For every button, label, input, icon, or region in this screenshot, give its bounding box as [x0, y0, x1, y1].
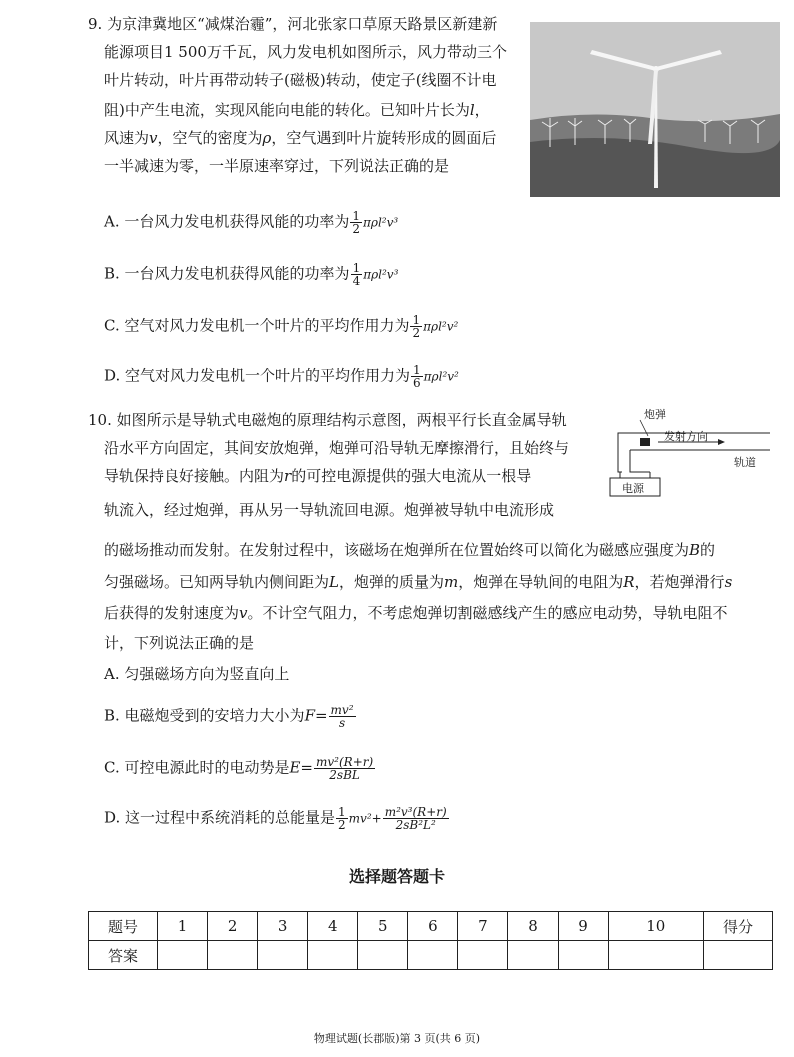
fraction-den: s	[338, 716, 346, 730]
q10-l3b: 的可控电源提供的强大电流从一根导	[291, 467, 532, 485]
table-row	[89, 941, 773, 970]
q9-option-b-expr: πρl²v³	[363, 267, 399, 282]
q10-option-c	[104, 756, 376, 781]
q10-line-7	[104, 603, 728, 623]
q10-option-b-lhs: F=	[304, 706, 328, 725]
label-shell: 炮弹	[644, 408, 666, 421]
question-number: 5	[358, 912, 408, 941]
label-direction: 发射方向	[664, 430, 708, 443]
wind-turbine-photo	[530, 22, 780, 197]
q10-line-2: 沿水平方向固定，其间安放炮弹，炮弹可沿导轨无摩擦滑行，且始终与	[104, 439, 570, 457]
q10-line-5	[104, 540, 715, 560]
fraction-den: 2sBL	[329, 768, 360, 782]
row-label: 题号	[89, 912, 158, 941]
var-rho: ρ	[262, 129, 272, 147]
q9-option-b	[104, 262, 398, 287]
fraction	[351, 262, 363, 287]
fraction-den: 6	[413, 376, 421, 390]
q9-option-d-text: D. 空气对风力发电机一个叶片的平均作用力为	[104, 366, 411, 385]
q10-line-1: 10. 如图所示是导轨式电磁炮的原理结构示意图，两根平行长直金属导轨	[88, 411, 567, 429]
var-R: R	[623, 573, 635, 591]
q10-l7a: 后获得的发射速度为	[104, 604, 240, 622]
q10-l6d: ，若炮弹滑行	[634, 573, 725, 591]
var-l: l	[469, 101, 475, 119]
fraction-num: 1	[413, 363, 421, 377]
q9-line-4: 阻)中产生电流，实现风能向电能的转化。已知叶片长为l，	[104, 101, 490, 119]
answer-cell[interactable]	[258, 941, 308, 970]
answer-cell[interactable]	[158, 941, 208, 970]
fraction	[329, 704, 356, 729]
railgun-diagram	[600, 408, 780, 503]
q10-l5b: 的	[700, 541, 716, 559]
question-number: 8	[508, 912, 558, 941]
q9-l5a: 风速为	[104, 129, 150, 147]
q9-line-2: 能源项目1 500万千瓦，风力发电机如图所示，风力带动三个	[104, 43, 507, 61]
q10-l5a: 的磁场推动而发射。在发射过程中，该磁场在炮弹所在位置始终可以简化为磁感应强度为	[104, 541, 690, 559]
fraction-den: 4	[352, 274, 361, 288]
question-number: 9	[558, 912, 608, 941]
q9-line-1: 9. 为京津冀地区“减煤治霾”，河北张家口草原天路景区新建新	[88, 15, 498, 33]
question-number: 7	[458, 912, 508, 941]
var-v: v	[149, 129, 158, 147]
fraction-num: mv²	[330, 703, 354, 717]
var-v: v	[239, 604, 248, 622]
question-number: 10	[608, 912, 703, 941]
q10-l6c: ，炮弹在导轨间的电阻为	[458, 573, 624, 591]
q10-option-d	[104, 806, 450, 831]
q10-option-c-text: C. 可控电源此时的电动势是	[104, 758, 290, 777]
page-footer: 物理试题(长郡版)第 3 页(共 6 页)	[313, 1032, 481, 1045]
fraction-den: 2	[352, 222, 361, 236]
q10-option-b-text: B. 电磁炮受到的安培力大小为	[104, 706, 305, 725]
fraction-den: 2sB²L²	[395, 818, 436, 832]
answer-cell[interactable]	[308, 941, 358, 970]
answer-card-title: 选择题答题卡	[348, 867, 445, 886]
fraction	[383, 806, 449, 831]
answer-cell[interactable]	[508, 941, 558, 970]
q10-line-8: 计，下列说法正确的是	[104, 634, 255, 652]
question-number: 2	[208, 912, 258, 941]
q10-l7b: 。不计空气阻力，不考虑炮弹切割磁感线产生的感应电动势，导轨电阻不	[247, 604, 728, 622]
wind-turbine-drawing	[530, 22, 780, 197]
var-r: r	[284, 467, 292, 485]
q9-line-3: 叶片转动，叶片再带动转子(磁极)转动，使定子(线圈不计电	[104, 71, 497, 89]
answer-cell[interactable]	[408, 941, 458, 970]
fraction-num: 1	[412, 313, 421, 327]
answer-cell[interactable]	[208, 941, 258, 970]
fraction	[410, 314, 422, 339]
label-rail: 轨道	[734, 456, 756, 469]
fraction	[411, 364, 423, 389]
q9-line-4-text: 阻)中产生电流，实现风能向电能的转化。已知叶片长为	[104, 101, 470, 119]
q9-line-5	[104, 128, 496, 148]
fraction	[350, 210, 362, 235]
var-m: m	[444, 573, 459, 591]
q10-option-d-mid: mv²+	[348, 811, 382, 826]
q9-option-a-expr: πρl²v³	[363, 215, 399, 230]
score-label: 得分	[704, 912, 773, 941]
fraction-num: 1	[338, 805, 346, 819]
q9-option-c-text: C. 空气对风力发电机一个叶片的平均作用力为	[104, 316, 410, 335]
fraction-num: 1	[352, 261, 361, 275]
q9-option-a-text: A. 一台风力发电机获得风能的功率为	[104, 212, 350, 231]
q9-option-c	[104, 314, 458, 339]
q9-option-d-expr: πρl²v²	[423, 369, 459, 384]
row-label: 答案	[89, 941, 158, 970]
question-number: 1	[158, 912, 208, 941]
answer-cell[interactable]	[608, 941, 703, 970]
q10-option-b	[104, 704, 357, 729]
q10-l3a: 导轨保持良好接触。内阻为	[104, 467, 285, 485]
q9-option-c-expr: πρl²v²	[423, 319, 459, 334]
answer-cell[interactable]	[358, 941, 408, 970]
q10-line-3	[104, 466, 531, 486]
q9-l5c: ，空气遇到叶片旋转形成的圆面后	[271, 129, 497, 147]
var-B: B	[689, 541, 701, 559]
q9-l5b: ，空气的密度为	[157, 129, 263, 147]
table-row	[89, 912, 773, 941]
var-L: L	[329, 573, 339, 591]
q10-option-a: A. 匀强磁场方向为竖直向上	[104, 665, 290, 683]
q9-option-d	[104, 364, 459, 389]
fraction-num: 1	[352, 209, 361, 223]
question-number: 4	[308, 912, 358, 941]
q10-line-4: 轨流入，经过炮弹，再从另一导轨流回电源。炮弹被导轨中电流形成	[104, 501, 555, 519]
fraction-den: 2	[412, 326, 421, 340]
fraction-num: mv²(R+r)	[316, 755, 374, 769]
q10-line-6	[104, 572, 732, 592]
q9-line-6: 一半减速为零，一半原速率穿过，下列说法正确的是	[104, 157, 450, 175]
fraction	[314, 756, 375, 781]
answer-cell[interactable]	[458, 941, 508, 970]
q10-option-d-text: D. 这一过程中系统消耗的总能量是	[104, 808, 336, 827]
score-cell[interactable]	[704, 941, 773, 970]
question-number: 3	[258, 912, 308, 941]
answer-card-table	[88, 911, 773, 970]
fraction	[336, 806, 348, 831]
q10-l6a: 匀强磁场。已知两导轨内侧间距为	[104, 573, 330, 591]
q10-l6b: ，炮弹的质量为	[338, 573, 444, 591]
q9-option-b-text: B. 一台风力发电机获得风能的功率为	[104, 264, 350, 283]
answer-cell[interactable]	[558, 941, 608, 970]
fraction-num: m²v³(R+r)	[384, 805, 447, 819]
q10-option-c-lhs: E=	[289, 758, 314, 777]
q9-option-a	[104, 210, 398, 235]
label-power-source: 电源	[622, 482, 644, 495]
var-s: s	[724, 573, 733, 591]
question-number: 6	[408, 912, 458, 941]
fraction-den: 2	[338, 818, 346, 832]
